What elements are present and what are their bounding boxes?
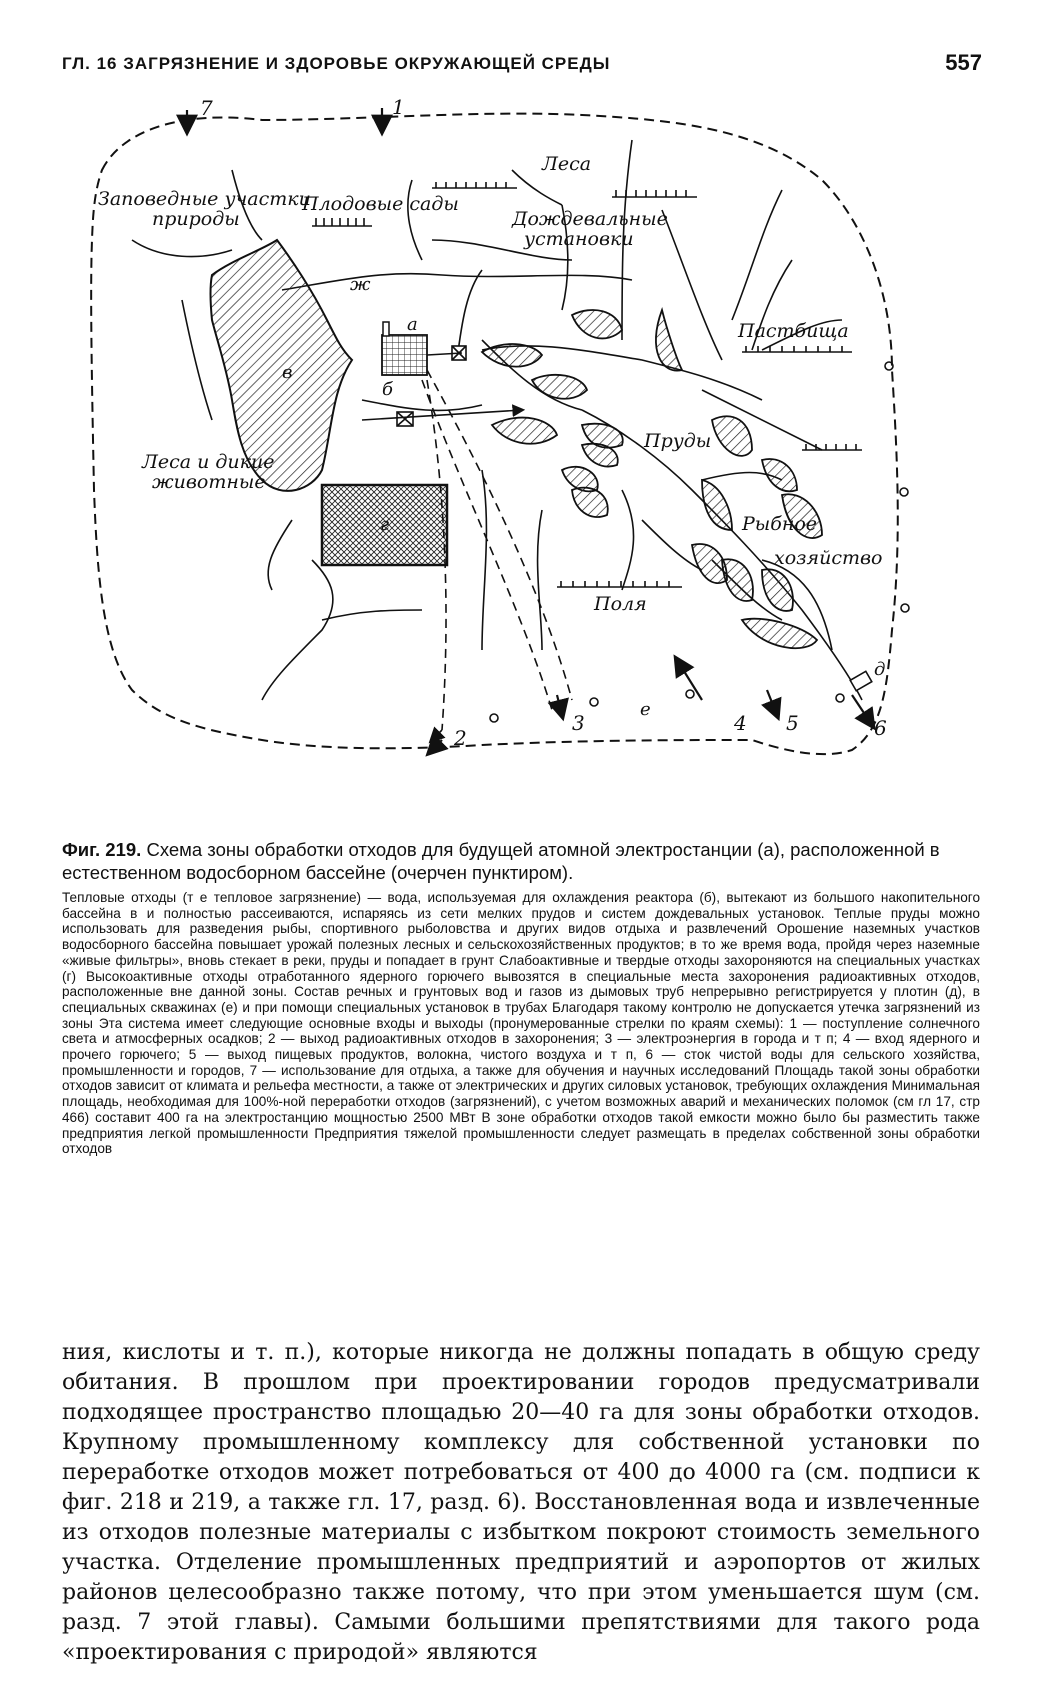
running-head: ГЛ. 16 ЗАГРЯЗНЕНИЕ И ЗДОРОВЬЕ ОКРУЖАЮЩЕЙ СРЕДЫ — [62, 54, 611, 73]
label-forests: Леса — [542, 153, 592, 175]
label-pastures: Пастбища — [738, 320, 849, 342]
fig-letter-b: б — [382, 379, 393, 400]
figure-caption-title — [62, 838, 980, 884]
fig-number-1: 1 — [392, 95, 405, 119]
fig-number-5: 5 — [786, 711, 799, 735]
label-sprinklers-1: Дождевальные — [512, 208, 668, 230]
fig-number-7: 7 — [200, 96, 213, 120]
ponds — [482, 310, 822, 648]
fig-number-4: 4 — [734, 711, 747, 735]
fig-number-3: 3 — [572, 711, 585, 735]
fig-letter-a: а — [407, 314, 418, 335]
label-ponds: Пруды — [644, 430, 712, 452]
fig-number-6: 6 — [874, 716, 887, 740]
fig-letter-v: в — [282, 362, 293, 383]
fig-letter-zh: ж — [350, 274, 371, 295]
figure-caption-title-text: Схема зоны обработки отходов для будущей атомной электростанции (а), расположенной в естественном водосборном бассейне (очерчен пунктиром). — [62, 839, 940, 883]
label-fishery-2: хозяйство — [774, 547, 883, 569]
label-forests-wildlife-2: животные — [152, 471, 266, 493]
label-fields: Поля — [594, 593, 647, 615]
label-reserves-2: природы — [152, 208, 240, 230]
fig-letter-g: г — [380, 514, 390, 535]
label-reserves-1: Заповедные участки — [98, 188, 311, 210]
figure-219-diagram — [62, 90, 982, 830]
label-forests-wildlife-1: Леса и дикие — [142, 451, 275, 473]
fig-letter-d: д — [874, 659, 886, 680]
fig-number-2: 2 — [454, 726, 467, 750]
label-orchards: Плодовые сады — [302, 193, 459, 215]
label-sprinklers-2: установки — [524, 228, 634, 250]
label-fishery-1: Рыбное — [742, 513, 818, 535]
page-number: 557 — [945, 50, 982, 75]
figure-number: Фиг. 219. — [62, 839, 142, 860]
page-header — [62, 50, 982, 80]
figure-caption-body: Тепловые отходы (т е тепловое загрязнение) — вода, используемая для охлаждения реактора (б), вытекают из большого накопительного бассейна в и полностью рассеиваются, испаряясь из сети мелких прудов и систем дождевальных установок. Теплые пруды можно использовать для разведения рыбы, спортивного рыболовства и других видов отдыха и развлечений Орошение наземных участков водосборного бассейна повышает урожай полезных лесных и сельскохозяйственных продуктов; в то же время вода, пройдя через наземные «живые фильтры», вновь стекает в реки, пруды и попадает в грунт Слабоактивные и твердые отходы захороняются на специальных участках (г) Высокоактивные отходы отработанного ядерного горючего вывозятся в специальные места захоронения радиоактивных отходов, расположенные вне данной зоны. Состав речных и грунтовых вод и газов из дымовых труб непрерывно регистрируется у плотин (д), в специальных скважинах (е) и при помощи специальных установок в трубах Благодаря такому контролю не допускается утечка загрязнений из зоны Эта система имеет следующие основные входы и выходы (пронумерованные стрелки по краям схемы): 1 — поступление солнечного света и атмосферных осадков; 2 — выход радиоактивных отходов в захоронения; 3 — электроэнергия в города и т п; 4 — вход ядерного и прочего горючего; 5 — выход пищевых продуктов, волокна, чистого воздуха и т п, 6 — сток чистой воды для сельского хозяйства, промышленности и городов, 7 — использование для отдыха, а также для обучения и научных исследований Площадь такой зоны обработки отходов зависит от климата и рельефа местности, а также от электрических и других силовых установок, требующих охлаждения Минимальная площадь, необходимая для 100%-ной переработки отходов (загрязнений), с учетом возможных аварий и механических поломок (см гл 17, стр 466) составит 400 га на электростанцию мощностью 2500 МВт В зоне обработки отходов такой емкости можно было бы разместить также предприятия легкой промышленности Предприятия тяжелой промышленности следует размещать в пределах собственной зоны обработки отходов — [62, 890, 980, 1157]
body-text: ния, кислоты и т. п.), которые никогда не должны попадать в общую среду обитания. В прошлом при проектировании городов предусматривали подходящее пространство площадью 20—40 га для зоны обработки отходов. Крупному промышленному комплексу для собственной установки по переработке отходов может потребоваться от 400 до 4000 га (см. подписи к фиг. 218 и 219, а также гл. 17, разд. 6). Восстановленная вода и извлеченные из отходов полезные материалы с избытком покроют стоимость земельного участка. Отделение промышленных предприятий и аэропортов от жилых районов целесообразно также потому, что при этом уменьшается шум (см. разд. 7 этой главы). Самыми большими препятствиями для такого рода «проектирования с природой» являются — [62, 1340, 980, 1665]
fig-letter-e: е — [640, 699, 651, 720]
power-plant — [382, 335, 427, 375]
